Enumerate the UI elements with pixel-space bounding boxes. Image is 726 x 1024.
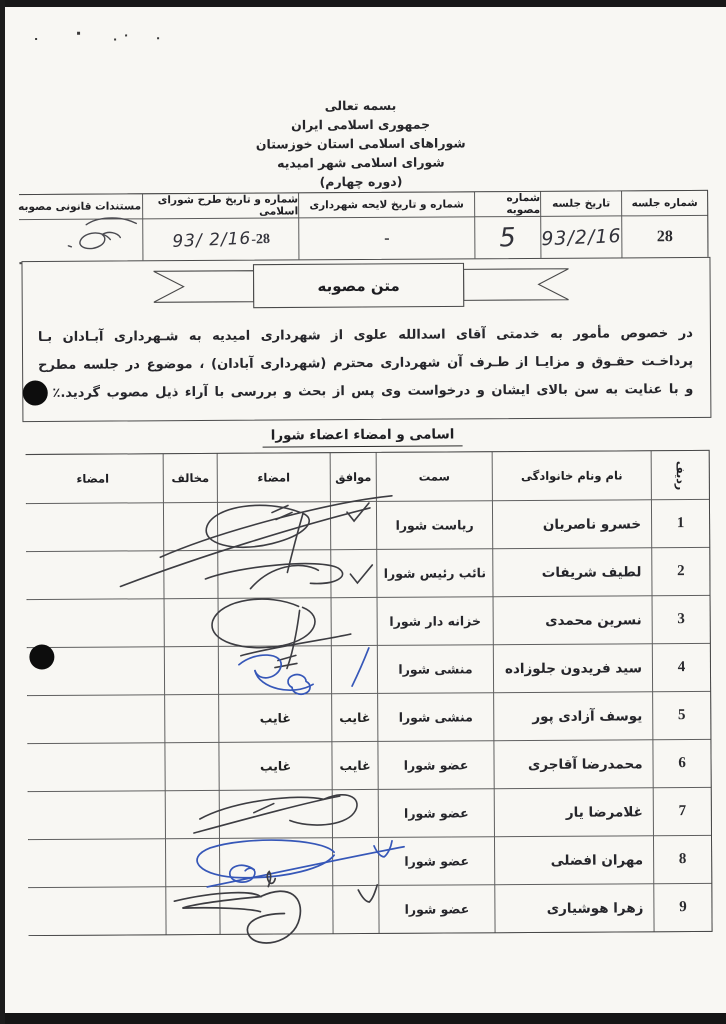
value-plan-date-handwritten: 93/ 2/16	[171, 228, 252, 252]
scan-edge-top	[0, 0, 726, 7]
letterhead-term: (دوره چهارم)	[319, 173, 403, 190]
row-number: 2	[652, 548, 709, 595]
agree-cell-absent: غایب	[332, 742, 377, 789]
value-legal-documentation-scrawl-area	[17, 219, 142, 262]
signature-cell	[220, 790, 332, 838]
agree-cell	[333, 790, 378, 837]
oppose-cell	[166, 791, 219, 838]
member-position: ریاست شورا	[377, 501, 492, 549]
header-council-plan: شماره و تاریخ طرح شورای اسلامی	[143, 193, 298, 218]
col-header-position: سمت	[377, 452, 492, 501]
signature-cell-absent: غایب	[219, 694, 331, 742]
member-name: یوسف آزادی پور	[494, 692, 652, 740]
agree-cell-absent: غایب	[332, 694, 377, 741]
member-name: غلامرضا یار	[495, 788, 653, 836]
signature-cell	[220, 886, 332, 934]
signature2-cell	[25, 791, 165, 839]
header-session-number: شماره جلسه	[622, 191, 707, 216]
oppose-cell	[165, 599, 218, 646]
letterhead	[0, 94, 724, 193]
member-position: عضو شورا	[378, 741, 493, 789]
signature2-cell	[25, 839, 165, 887]
letterhead-republic: جمهوری اسلامی ایران	[291, 116, 431, 133]
row-number: 1	[652, 500, 709, 547]
oppose-cell	[164, 551, 217, 598]
col-header-name: نام ونام خانوادگی	[493, 451, 651, 500]
oppose-cell	[165, 743, 218, 790]
letterhead-city-council: شورای اسلامی شهر امیدیه	[277, 154, 445, 171]
members-section-title-wrap	[0, 422, 726, 449]
value-session-date-handwritten: 93/2/16	[540, 225, 622, 251]
signature-cell	[219, 598, 331, 646]
session-info-table	[19, 190, 708, 264]
member-name: نسرین محمدی	[494, 596, 652, 644]
resolution-title-ribbon	[153, 262, 568, 311]
col-header-row-number: ردیف	[652, 451, 709, 499]
signature-cell-absent: غایب	[219, 742, 331, 790]
header-resolution-number: شماره مصوبه	[475, 192, 540, 216]
signature-cell	[218, 502, 330, 550]
header-municipality-bill: شماره و تاریخ لایحه شهرداری	[299, 192, 474, 217]
header-legal-documentation: مستندات قانونی مصوبه	[17, 194, 142, 219]
row-number: 7	[654, 788, 711, 835]
col-header-agree: موافق	[331, 453, 376, 501]
signature2-cell	[24, 599, 164, 647]
signature2-cell	[24, 647, 164, 695]
row-number: 5	[653, 692, 710, 739]
scan-specks	[35, 3, 248, 41]
value-council-plan	[172, 228, 270, 252]
oppose-cell	[166, 839, 219, 886]
oppose-cell	[165, 647, 218, 694]
signature2-cell	[25, 887, 165, 935]
letterhead-province-councils: شوراهای اسلامی استان خوزستان	[255, 135, 466, 152]
value-plan-number-printed: -28	[250, 231, 270, 248]
oppose-cell	[165, 695, 218, 742]
row-number: 8	[654, 836, 711, 883]
member-position: نائب رئیس شورا	[377, 549, 492, 597]
member-name: زهرا هوشیاری	[495, 884, 653, 932]
member-position: عضو شورا	[379, 789, 494, 837]
oppose-cell	[166, 887, 219, 934]
row-number: 6	[653, 740, 710, 787]
value-session-number: 28	[622, 216, 707, 259]
member-position: منشی شورا	[378, 645, 493, 693]
signature2-cell	[24, 695, 164, 743]
signature-cell	[220, 838, 332, 886]
scan-edge-bottom	[0, 1013, 726, 1024]
signature-cell	[218, 550, 330, 598]
oppose-cell	[164, 503, 217, 550]
col-header-signature-2: امضاء	[23, 454, 163, 503]
signature2-cell	[23, 551, 163, 599]
resolution-text: در خصوص مأمور به خدمتی آقای اسدالله علوی از شهرداری امیدیه به شـهرداری آبـادان بـا پرداخـت حقـوق و مزایـا از طـرف آن شهرداری محترم (شهرداری آبادان) ، موضوع در جلسه مطرح و با عنایت به سن بالای ایشان و درخواست وی پس از بحث و بررسی با آراء ذیل مصوب گردید.٪	[37, 325, 694, 401]
member-name: لطیف شریفات	[493, 548, 651, 596]
agree-cell	[331, 502, 376, 549]
member-name: محمدرضا آقاجری	[494, 740, 652, 788]
col-header-oppose: مخالف	[164, 454, 217, 502]
members-section-title: اسامی و امضاء اعضاء شورا	[263, 426, 463, 447]
member-name: سید فریدون جلوزاده	[494, 644, 652, 692]
members-table	[26, 450, 713, 936]
member-position: خزانه دار شورا	[378, 597, 493, 645]
scan-edge-left	[0, 0, 5, 1024]
member-position: منشی شورا	[378, 693, 493, 741]
agree-cell	[332, 646, 377, 693]
col-header-signature: امضاء	[218, 453, 330, 502]
agree-cell	[331, 550, 376, 597]
signature-cell	[219, 646, 331, 694]
agree-cell	[333, 838, 378, 885]
letterhead-bismillah: بسمه تعالی	[324, 97, 397, 114]
signature2-cell	[23, 503, 163, 551]
member-name: مهران افضلی	[495, 836, 653, 884]
resolution-title: متن مصوبه	[317, 276, 400, 295]
row-number: 4	[653, 644, 710, 691]
member-position: عضو شورا	[379, 837, 494, 885]
header-session-date: تاریخ جلسه	[541, 191, 621, 215]
row-number: 9	[654, 884, 711, 931]
signature2-cell	[24, 743, 164, 791]
member-name: خسرو ناصریان	[493, 500, 651, 548]
agree-cell	[332, 598, 377, 645]
agree-cell	[333, 886, 378, 933]
row-number: 3	[653, 596, 710, 643]
value-municipality-bill: -	[299, 217, 474, 260]
member-position: عضو شورا	[379, 885, 494, 933]
value-resolution-number-handwritten: 5	[498, 222, 517, 254]
